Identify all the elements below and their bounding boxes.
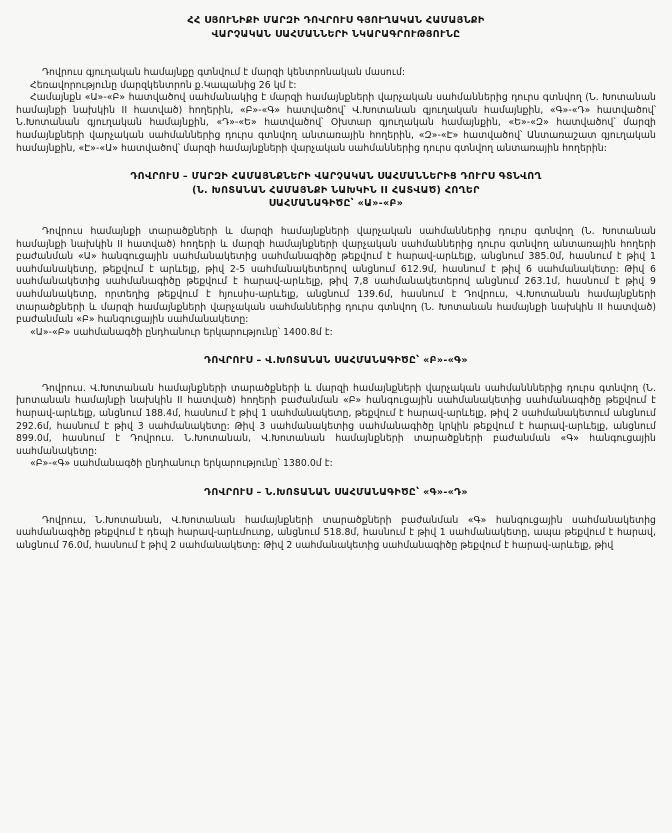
section-heading-gd — [16, 486, 656, 500]
intro-paragraph-1: Դովրուս գյուղական համայնքը գտնվում է մարզի կենտրոնական մասում: — [42, 67, 406, 78]
document-title-line-2: ՎԱՐՉԱԿԱՆ ՍԱՀՄԱՆՆԵՐԻ ՆԿԱՐԱԳՐՈՒԹՅՈՒՆԸ — [211, 28, 461, 40]
intro-spacer — [16, 155, 656, 170]
section-gd-body: Դովրուս, Ն.Խոտանան, Վ.Խոտանան համայնքների տարածքների բաժանման «Գ» հանգուցային սահմանակետից սահմանագիծը թեքվում է դեպի հարավ-արևմուտք, անցնում 518.8մ, հասնում է թիվ 1 սահմանակետը, ապա թեքվում է հարավ, անցնում 76.0մ, հասնում է թիվ 2 սահմանակետը: Թիվ 2 սահմանակետից սահմանագիծը թեքվում է հարավ-արևելք, թիվ — [16, 514, 656, 551]
section-ab-total: «Ա»-«Բ» սահմանագծի ընդհանուր երկարությունը՝ 1400.8մ է: — [30, 326, 333, 338]
document-title-line-1: ՀՀ ՍՅՈՒՆԻՔԻ ՄԱՐԶԻ ԴՈՎՐՈՒՍ ԳՅՈՒՂԱԿԱՆ ՀԱՄԱՅՆՔԻ — [187, 15, 485, 26]
title-spacer — [16, 41, 656, 67]
section-bg-body: Դովրուս. Վ.Խոտանան համայնքների տարածքների և մարզի համայնքների վարչական սահմանններից դուրս գտնվող (Ն. խոտանան համայնքի նախկին II հատված) հողերի բաժանման «Բ» հանգուցային սահմանակետից սահմանագիծը թեքվում է հարավ-արևելք, անցնում 188.4մ, հասնում է թիվ 1 սահմանակետը, թեքվում է հարավ-արևելք, թիվ 2 սահմանակետում անցնում 292.6մ, հասնում է թիվ 3 սահմանակետը: Թիվ 3 սահմանակետից սահմանագիծը կրկին թեքվում է հարավ-արևելք, անցնում 899.0մ, հասնում է Դովրուս. Ն.Խոտանան, Վ.Խոտանան համայնքների տարածքների բաժանման «Գ» հանգուցային սահմանակետը: — [16, 382, 656, 457]
section-ab-spacer — [16, 211, 656, 226]
section-bg-top-spacer — [16, 339, 656, 354]
section-ab-body: Դովրուս համայնքի տարածքների և մարզի համայնքների վարչական սահմաններից դուրս գտնվող (Ն. Խոտանան համայնքի նախկին II հատված) հողերի և մարզի համայնքների վարչական սահմաններից դուրս գտնվող անտառային հողերի բաժանման «Ա» հանգուցային սահմանակետից սահմանագիծը թեքվում է հարավ-արևելք, անցնում 385.0մ, հասնում է թիվ 1 սահմանակետը, թեքվում է արևելք, թիվ 2-5 սահմանակետերով անցնում 612.9մ, հասնում է թիվ 6 սահմանակետը: Թիվ 6 սահմանակետից սահմանագիծը թեքվում է հարավ-արևելք, թիվ 7,8 սահմանակետերով անցնում 263.1մ, հասնում է թիվ 9 սահմանակետը, որտեղից թեքվում է հյուսիս-արևելք, անցնում 139.6մ, հասնում է Դովրուս, Վ.Խոտանան համայնքների տարածքների և մարզի համայնքների վարչական սահմաններից դուրս գտնվող (Ն. Խոտանան համայնքի նախկին II հատված) բաժանման «Բ» հանգուցային սահմանակետը: — [16, 225, 656, 326]
section-heading-ab-line-2: (Ն. ԽՈՏԱՆԱՆ ՀԱՄԱՅՆՔԻ ՆԱԽԿԻՆ II ՀԱՏՎԱԾ) ՀՈՂԵՐ — [192, 184, 480, 196]
section-heading-bg-line-1: ԴՈՎՐՈՒՍ – Վ.ԽՈՏԱՆԱՆ ՍԱՀՄԱՆԱԳԻԾԸ՝ «Բ»-«Գ» — [204, 355, 468, 367]
section-gd-top-spacer — [16, 471, 656, 486]
section-heading-ab-line-1: ԴՈՎՐՈՒՍ – ՄԱՐԶԻ ՀԱՄԱՅՆՔՆԵՐԻ ՎԱՐՉԱԿԱՆ ՍԱՀՄԱՆՆԵՐԻՑ ԴՈՒՐՍ ԳՏՆՎՈՂ — [130, 171, 542, 183]
document-title — [16, 14, 656, 41]
section-heading-gd-line-1: ԴՈՎՐՈՒՍ – Ն.ԽՈՏԱՆԱՆ ՍԱՀՄԱՆԱԳԻԾԸ՝ «Գ»-«Դ» — [204, 487, 468, 499]
section-heading-ab — [16, 170, 656, 211]
intro-paragraph-2: Հեռավորությունը մարզկենտրոն ք.Կապանից 26 կմ է: — [30, 79, 297, 91]
section-bg-spacer — [16, 368, 656, 383]
section-heading-bg — [16, 354, 656, 368]
section-heading-ab-line-3: ՍԱՀՄԱՆԱԳԻԾԸ՝ «Ա»-«Բ» — [268, 198, 404, 210]
intro-paragraph-3: Համայնքն «Ա»-«Բ» հատվածով սահմանակից է մարզի համայնքների վարչական սահմաններից դուրս գտնվող (Ն. Խոտանան համայնքի նախկին II հատված) հողերին, «Բ»-«Գ» հատվածով՝ Վ.Խոտանան գյուղական համայնքին, «Գ»-«Դ» հատվածով՝ Ն.Խոտանան գյուղական համայնքին, «Դ»-«Ե» հատվածով՝ Օխտար գյուղական համայնքին, «Ե»-«Զ» հատվածով՝ մարզի համայնքների վարչական սահմաններից դուրս գտնվող անտառային հողերին, «Զ»-«Է» հատվածով՝ Անտառաշատ գյուղական համայնքին, «Է»-«Ա» հատվածով՝ մարզի համայնքների վարչական սահմաններից դուրս գտնվող անտառային հողերին: — [16, 92, 656, 154]
section-bg-total: «Բ»-«Գ» սահմանագծի ընդհանուր երկարությունը՝ 1380.0մ է: — [30, 458, 333, 470]
section-gd-spacer — [16, 500, 656, 515]
